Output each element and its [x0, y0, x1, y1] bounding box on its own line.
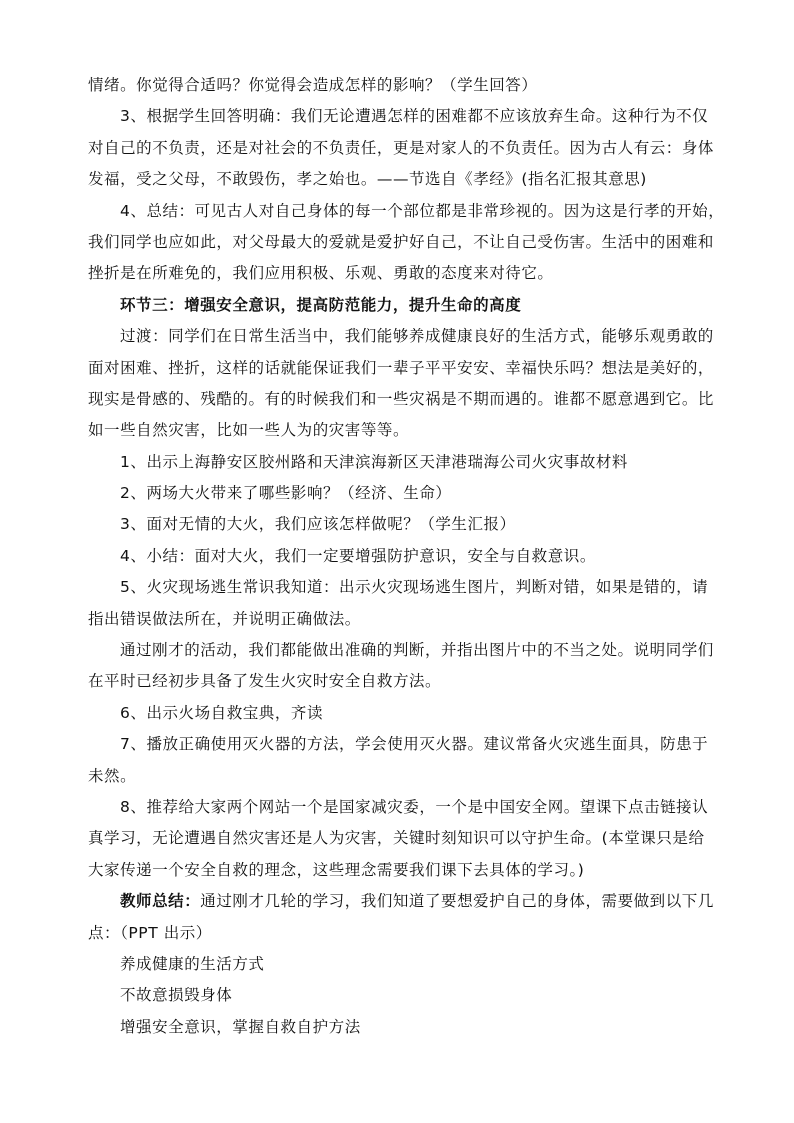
list-item: 8、推荐给大家两个网站一个是国家减灾委，一个是中国安全网。望课下点击链接认 — [120, 797, 709, 816]
paragraph-line: 在平时已经初步具备了发生火灾时安全自救方法。 — [88, 672, 442, 691]
paragraph-line: 如一些自然灾害，比如一些人为的灾害等等。 — [88, 421, 410, 440]
list-item: 2、两场大火带来了哪些影响？（经济、生命） — [120, 484, 452, 503]
paragraph-line: 面对困难、挫折，这样的话就能保证我们一辈子平平安安、幸福快乐吗？想法是美好的， — [88, 358, 714, 377]
list-item: 3、面对无情的大火，我们应该怎样做呢？（学生汇报） — [120, 515, 516, 534]
paragraph-line: 4、总结：可见古人对自己身体的每一个部位都是非常珍视的。因为这是行孝的开始， — [120, 201, 725, 220]
paragraph-line: 未然。 — [88, 766, 137, 785]
list-item: 1、出示上海静安区胶州路和天津滨海新区天津港瑞海公司火灾事故材料 — [120, 452, 628, 471]
paragraph-line: 我们同学也应如此，对父母最大的爱就是爱护好自己，不让自己受伤害。生活中的困难和 — [88, 232, 714, 251]
section-heading: 环节三：增强安全意识，提高防范能力，提升生命的高度 — [120, 295, 522, 314]
paragraph-line: 真学习，无论遭遇自然灾害还是人为灾害，关键时刻知识可以守护生命。(本堂课只是给 — [88, 829, 705, 848]
paragraph-line: 通过刚才的活动，我们都能做出准确的判断，并指出图片中的不当之处。说明同学们 — [120, 641, 714, 660]
list-item: 5、火灾现场逃生常识我知道：出示火灾现场逃生图片，判断对错，如果是错的，请 — [120, 578, 709, 597]
teacher-summary-text: 通过刚才几轮的学习，我们知道了要想爱护自己的身体，需要做到以下几 — [200, 892, 714, 911]
teacher-summary-line — [88, 886, 718, 917]
paragraph-line: 指出错误做法所在，并说明正确做法。 — [88, 609, 361, 628]
paragraph-line: 对自己的不负责，还是对社会的不负责任，更是对家人的不负责任。因为古人有云：身体 — [88, 138, 714, 157]
paragraph-line: 3、根据学生回答明确：我们无论遭遇怎样的困难都不应该放弃生命。这种行为不仅 — [120, 107, 709, 126]
summary-item: 养成健康的生活方式 — [120, 954, 265, 973]
list-item: 7、播放正确使用灭火器的方法，学会使用灭火器。建议常备火灾逃生面具，防患于 — [120, 735, 709, 754]
paragraph-line: 挫折是在所难免的，我们应用积极、乐观、勇敢的态度来对待它。 — [88, 264, 554, 283]
paragraph-line: 点：（PPT 出示） — [88, 923, 212, 942]
list-item: 6、出示火场自救宝典，齐读 — [120, 703, 324, 722]
document-page — [88, 70, 725, 1043]
paragraph-line: 发福，受之父母，不敢毁伤，孝之始也。——节选自《孝经》(指名汇报其意思) — [88, 170, 647, 189]
paragraph-line: 大家传递一个安全自救的理念，这些理念需要我们课下去具体的学习。) — [88, 860, 585, 879]
teacher-summary-label: 教师总结： — [120, 892, 201, 911]
paragraph-line: 现实是骨感的、残酷的。有的时候我们和一些灾祸是不期而遇的。谁都不愿意遇到它。比 — [88, 389, 714, 408]
list-item: 4、小结：面对大火，我们一定要增强防护意识，安全与自救意识。 — [120, 546, 596, 565]
paragraph-line: 过渡：同学们在日常生活当中，我们能够养成健康良好的生活方式，能够乐观勇敢的 — [120, 327, 714, 346]
paragraph-line: 情绪。你觉得合适吗？你觉得会造成怎样的影响？（学生回答） — [88, 76, 538, 94]
summary-item: 增强安全意识，掌握自救自护方法 — [120, 1017, 361, 1036]
summary-item: 不故意损毁身体 — [120, 986, 233, 1005]
